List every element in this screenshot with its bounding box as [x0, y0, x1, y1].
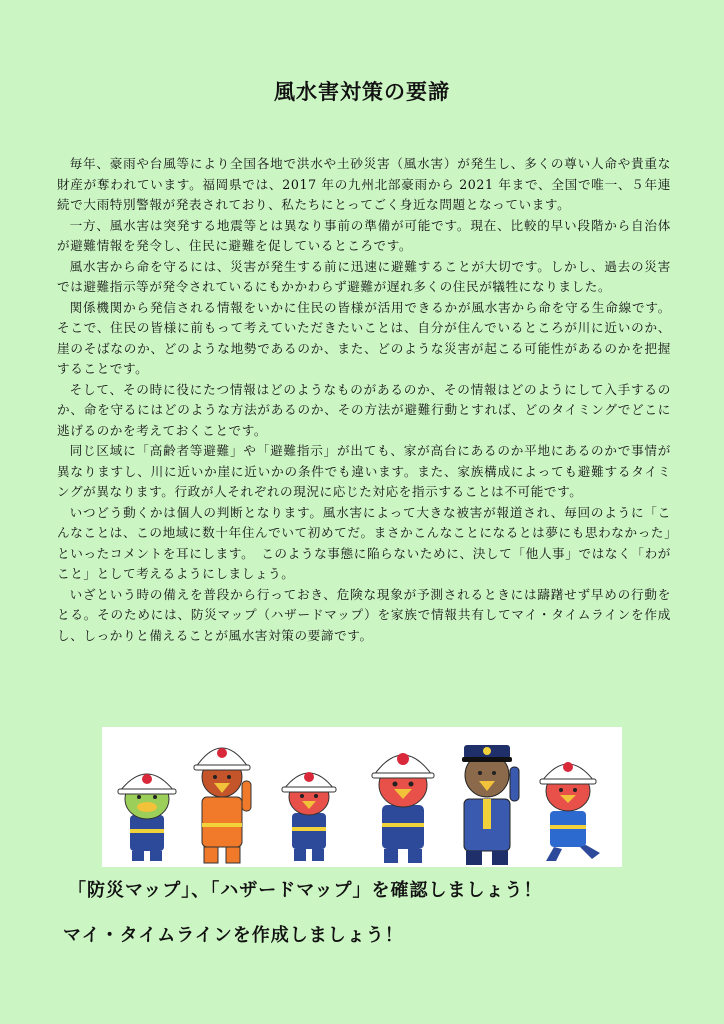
running-bird-mascot: [540, 762, 600, 861]
page-title: 風水害対策の要諦: [274, 79, 450, 104]
paragraph: 関係機関から発信される情報をいかに住民の皆様が活用できるかが風水害から命を守る生命線です。そこで、住民の皆様に前もって考えていただきたいことは、自分が住んでいるところが川に近いのか、崖のそばなのか、どのような地勢であるのか、また、どのような災害が起こる可能性があるのかを把握することです。: [57, 299, 671, 376]
red-bird-firefighter-mascot: [372, 753, 434, 863]
body-text: [57, 154, 671, 646]
paragraph: 一方、風水害は突発する地震等とは異なり事前の準備が可能です。現在、比較的早い段階から自治体が避難情報を発令し、住民に避難を促しているところです。: [57, 217, 671, 253]
paragraph: そして、その時に役にたつ情報はどのようなものがあるのか、その情報はどのようにして入手するのか、命を守るにはどのような方法があるのか、その方法が避難行動とすれば、どのタイミングでどこに逃げるのかを考えておくことです。: [57, 381, 671, 438]
paragraph: 風水害から命を守るには、災害が発生する前に迅速に避難することが大切です。しかし、過去の災害では避難指示等が発令されているにもかかわらず避難が遅れ多くの住民が犠牲になりました。: [57, 258, 671, 294]
police-cap-bird-mascot: [462, 745, 519, 865]
paragraph: 同じ区域に「高齢者等避難」や「避難指示」が出ても、家が高台にあるのか平地にあるのかで事情が異なりますし、川に近いか崖に近いかの条件でも違います。また、家族構成によっても避難するタイミングが異なります。行政が人それぞれの現況に応じた対応を指示することは不可能です。: [57, 443, 671, 499]
cta-create-timeline: マイ・タイムラインを作成しましょう！: [63, 925, 404, 946]
red-bird-firefighter-mascot: [282, 772, 336, 861]
paragraph: 毎年、豪雨や台風等により全国各地で洪水や土砂災害（風水害）が発生し、多くの尊い人命や貴重な財産が奪われています。福岡県では、2017 年の九州北部豪雨から 2021 年まで、全国で唯一、５年連続で大雨特別警報が発表されており、私たちにとってごく身近な問題となっています。: [57, 156, 671, 212]
paragraph: いつどう動くかは個人の判断となります。風水害によって大きな被害が報道され、毎回のように「こんなことは、この地域に数十年住んでいて初めてだ。まさかこんなことになるとは夢にも思わなかった」といったコメントを耳にします。 このような事態に陥らないために、決して「他人事」ではなく「わがこと」として考えるようにしましょう。: [57, 504, 671, 581]
cta-check-maps: 「防災マップ」、「ハザードマップ」を確認しましょう！: [68, 880, 543, 901]
mascot-illustration: [102, 727, 622, 867]
paragraph: いざという時の備えを普段から行っておき、危険な現象が予測されるときには躊躇せず早めの行動をとる。そのためには、防災マップ（ハザードマップ）を家族で情報共有してマイ・タイムラインを作成し、しっかりと備えることが風水害対策の要諦です。: [57, 586, 671, 643]
orange-suit-bird-mascot: [194, 748, 251, 863]
firefighter-kappa-mascot: [118, 774, 176, 861]
